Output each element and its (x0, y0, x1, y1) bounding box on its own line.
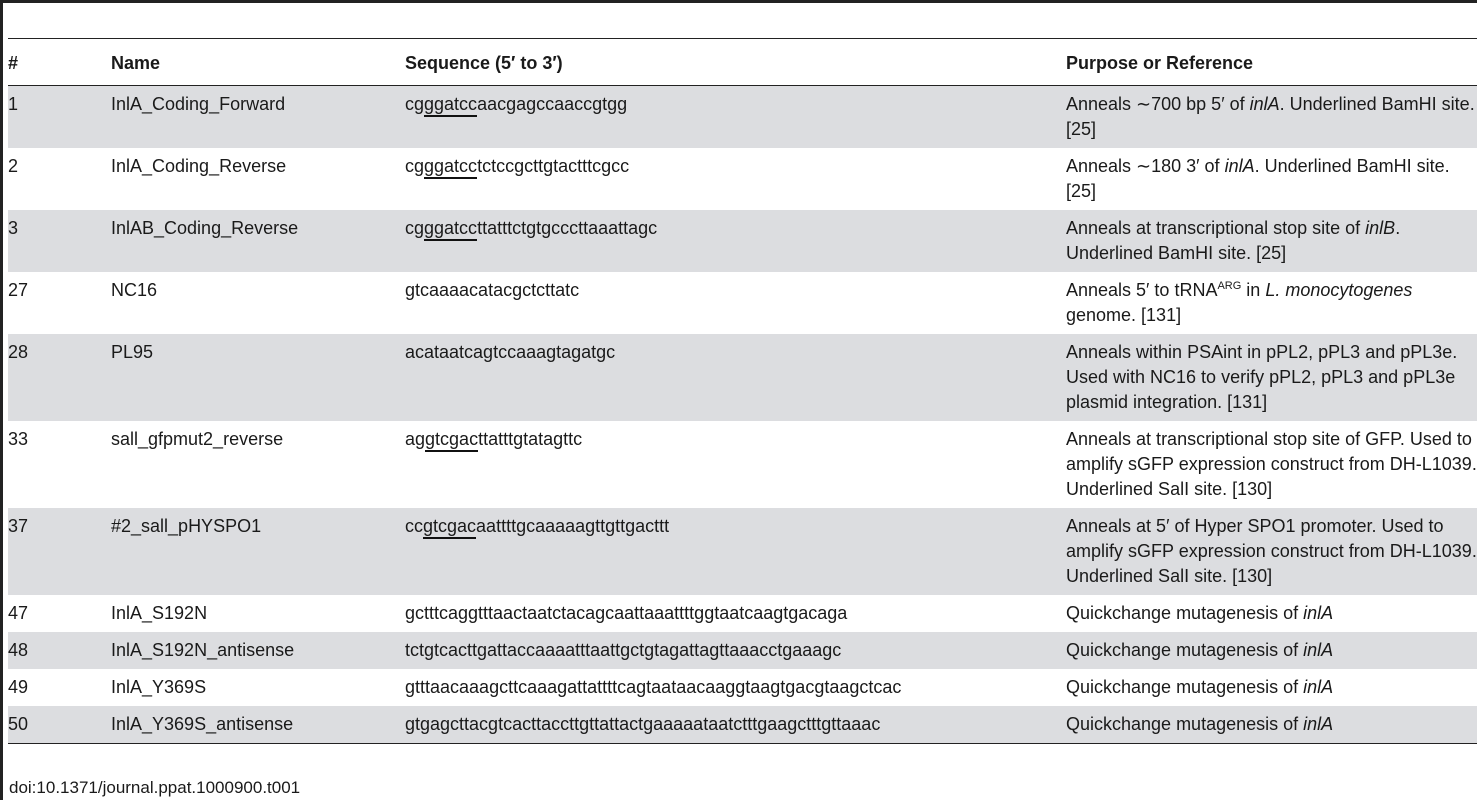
purpose-text: Quickchange mutagenesis of (1066, 603, 1304, 623)
table-header (8, 39, 1477, 86)
primer-name-cell: InlA_Y369S (111, 677, 207, 697)
sequence-segment: ttatttctgtgcccttaaattagc (477, 218, 658, 238)
primer-number-cell: 2 (8, 156, 19, 176)
table-row (8, 508, 1477, 595)
underlined-restriction-site: ggatcc (424, 218, 477, 241)
underlined-restriction-site: ggatcc (424, 94, 477, 117)
purpose-text: . Underlined BamHI site. [25] (1066, 94, 1475, 139)
italic-gene-name: inlA (1303, 603, 1334, 623)
primer-name-cell: sall_gfpmut2_reverse (111, 429, 284, 449)
table-row (8, 595, 1477, 632)
purpose-cell (1066, 421, 1477, 508)
table-row (8, 421, 1477, 508)
purpose-cell (1066, 595, 1477, 632)
italic-gene-name: inlA (1249, 94, 1280, 114)
primer-name-cell: InlAB_Coding_Reverse (111, 218, 299, 238)
primer-number-cell: 47 (8, 603, 29, 623)
italic-gene-name: inlA (1303, 677, 1334, 697)
primer-number-cell: 3 (8, 218, 19, 238)
table-body (8, 86, 1477, 744)
italic-gene-name: inlA (1224, 156, 1255, 176)
primer-name-cell: InlA_S192N_antisense (111, 640, 295, 660)
top-border-rule (0, 0, 1477, 3)
sequence-segment: cg (405, 156, 425, 176)
sequence-segment: gctttcaggtttaactaatctacagcaattaaattttggtaatcaagtgacaga (405, 603, 848, 623)
column-header-number: # (8, 53, 19, 73)
sequence-cell (405, 86, 1066, 149)
primer-name-cell: InlA_Coding_Reverse (111, 156, 287, 176)
sequence-segment: aattttgcaaaaagttgttgacttt (476, 516, 670, 536)
sequence-cell (405, 210, 1066, 272)
sequence-cell (405, 669, 1066, 706)
column-header-sequence: Sequence (5′ to 3′) (405, 53, 563, 73)
purpose-cell (1066, 86, 1477, 149)
purpose-cell (1066, 334, 1477, 421)
purpose-text: Anneals at 5′ of Hyper SPO1 promoter. Used to amplify sGFP expression construct from DH-L1039. Underlined SalI site. [130] (1066, 516, 1477, 586)
italic-gene-name: L. monocytogenes (1265, 280, 1413, 300)
table-row (8, 148, 1477, 210)
purpose-text: Anneals ∼700 bp 5′ of (1066, 94, 1250, 114)
primer-number-cell: 1 (8, 94, 19, 114)
primer-number-cell: 50 (8, 714, 29, 734)
underlined-restriction-site: gtcgac (423, 516, 476, 539)
italic-gene-name: inlA (1303, 714, 1334, 734)
sequence-cell (405, 706, 1066, 744)
purpose-cell (1066, 272, 1477, 334)
purpose-cell (1066, 508, 1477, 595)
table-row (8, 334, 1477, 421)
sequence-segment: gtttaacaaagcttcaaagattattttcagtaataacaaggtaagtgacgtaagctcac (405, 677, 902, 697)
purpose-cell (1066, 632, 1477, 669)
sequence-cell (405, 272, 1066, 334)
column-header-purpose: Purpose or Reference (1066, 53, 1254, 73)
purpose-text: Anneals 5′ to tRNA (1066, 280, 1218, 300)
purpose-text: in (1241, 280, 1266, 300)
table-row (8, 272, 1477, 334)
primer-name-cell: InlA_Coding_Forward (111, 94, 286, 114)
sequence-cell (405, 632, 1066, 669)
table-row (8, 669, 1477, 706)
primer-number-cell: 49 (8, 677, 29, 697)
primer-table (8, 38, 1477, 744)
italic-gene-name: inlA (1303, 640, 1334, 660)
superscript-text: ARG (1217, 280, 1242, 292)
primer-name-cell: InlA_S192N (111, 603, 208, 623)
table-row (8, 706, 1477, 744)
italic-gene-name: inlB (1365, 218, 1396, 238)
primer-number-cell: 37 (8, 516, 29, 536)
purpose-text: genome. [131] (1066, 305, 1182, 325)
table-row (8, 210, 1477, 272)
table-row (8, 86, 1477, 149)
sequence-segment: cc (405, 516, 423, 536)
purpose-cell (1066, 706, 1477, 744)
sequence-segment: cg (405, 94, 425, 114)
sequence-segment: tctccgcttgtactttcgcc (477, 156, 630, 176)
purpose-text: Anneals within PSAint in pPL2, pPL3 and pPL3e. Used with NC16 to verify pPL2, pPL3 and pPL3e plasmid integration. [131] (1066, 342, 1458, 412)
purpose-text: . Underlined BamHI site. [25] (1066, 218, 1401, 263)
sequence-segment: gtgagcttacgtcacttaccttgttattactgaaaaataatctttgaagctttgttaaac (405, 714, 881, 734)
underlined-restriction-site: ggatcc (424, 156, 477, 179)
purpose-text: Anneals at transcriptional stop site of (1066, 218, 1366, 238)
primer-name-cell: NC16 (111, 280, 158, 300)
left-border-rule (0, 0, 3, 800)
purpose-text: Quickchange mutagenesis of (1066, 714, 1304, 734)
primer-number-cell: 28 (8, 342, 29, 362)
header-row (8, 39, 1477, 86)
purpose-text: Quickchange mutagenesis of (1066, 677, 1304, 697)
doi-caption: doi:10.1371/journal.ppat.1000900.t001 (9, 778, 301, 797)
primer-name-cell: #2_sall_pHYSPO1 (111, 516, 262, 536)
sequence-segment: ttatttgtatagttc (478, 429, 583, 449)
purpose-text: . Underlined BamHI site. [25] (1066, 156, 1450, 201)
sequence-cell (405, 421, 1066, 508)
primer-number-cell: 48 (8, 640, 29, 660)
column-header-name: Name (111, 53, 161, 73)
purpose-text: Anneals ∼180 3′ of (1066, 156, 1225, 176)
sequence-segment: tctgtcacttgattaccaaaatttaattgctgtagattagttaaacctgaaagc (405, 640, 842, 660)
sequence-segment: ag (405, 429, 426, 449)
primer-name-cell: InlA_Y369S_antisense (111, 714, 294, 734)
purpose-text: Quickchange mutagenesis of (1066, 640, 1304, 660)
sequence-segment: aacgagccaaccgtgg (477, 94, 628, 114)
underlined-restriction-site: gtcgac (425, 429, 478, 452)
primer-name-cell: PL95 (111, 342, 154, 362)
primer-number-cell: 27 (8, 280, 29, 300)
sequence-segment: cg (405, 218, 425, 238)
purpose-cell (1066, 669, 1477, 706)
table-row (8, 632, 1477, 669)
sequence-cell (405, 334, 1066, 421)
sequence-cell (405, 595, 1066, 632)
primer-number-cell: 33 (8, 429, 29, 449)
sequence-segment: gtcaaaacatacgctcttatc (405, 280, 580, 300)
sequence-cell (405, 508, 1066, 595)
sequence-cell (405, 148, 1066, 210)
purpose-text: Anneals at transcriptional stop site of GFP. Used to amplify sGFP expression construct from DH-L1039. Underlined SalI site. [130] (1066, 429, 1477, 499)
primer-table-container (8, 38, 1477, 744)
purpose-cell (1066, 210, 1477, 272)
sequence-segment: acataatcagtccaaagtagatgc (405, 342, 616, 362)
purpose-cell (1066, 148, 1477, 210)
